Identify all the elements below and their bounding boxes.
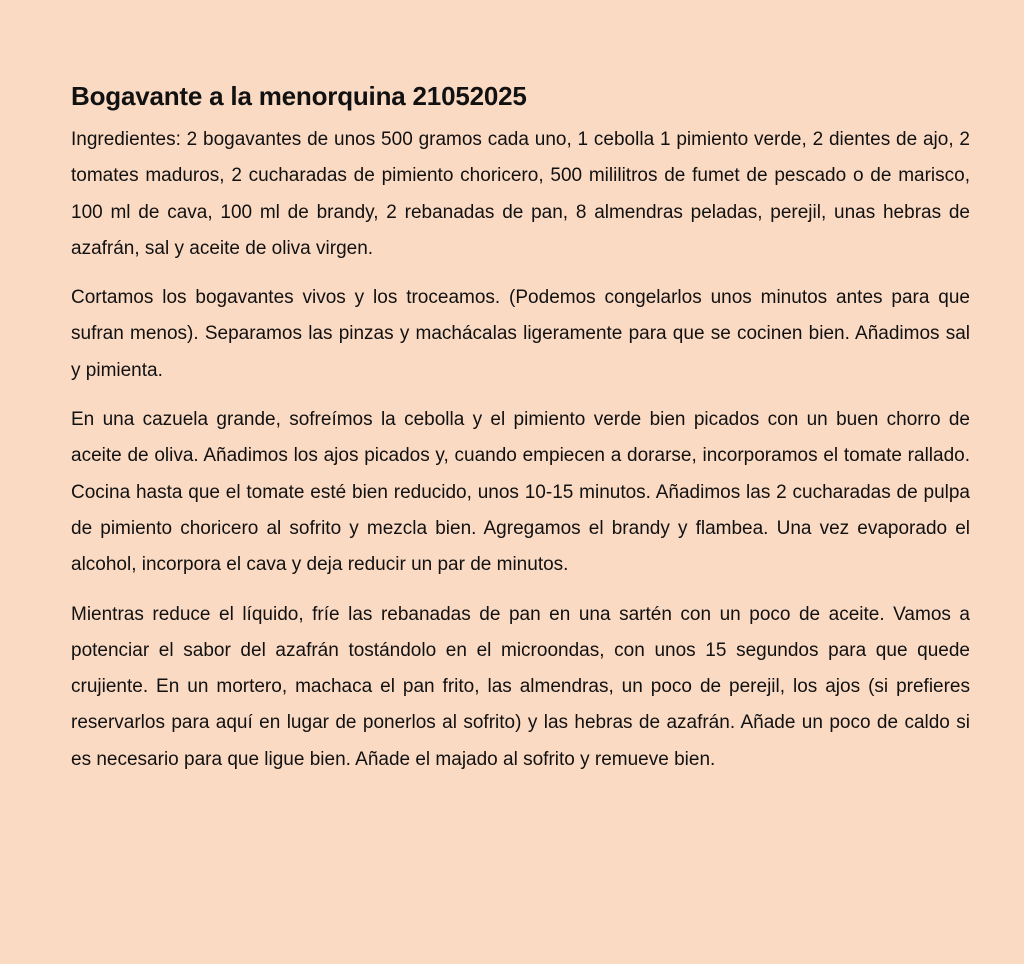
preparation-paragraph: Cortamos los bogavantes vivos y los troceamos. (Podemos congelarlos unos minutos antes para que sufran menos). Separamos las pinzas y machácalas ligeramente para que se cocinen bien. Añadimos sal y pimienta. [71,287,970,381]
ingredients-paragraph: Ingredientes: 2 bogavantes de unos 500 gramos cada uno, 1 cebolla 1 pimiento verde, 2 dientes de ajo, 2 tomates maduros, 2 cucharadas de pimiento choricero, 500 mililitros de fumet de pescado o de marisco, 100 ml de cava, 100 ml de brandy, 2 rebanadas de pan, 8 almendras peladas, perejil, unas hebras de azafrán, sal y aceite de oliva virgen. [71,129,970,259]
majado-paragraph: Mientras reduce el líquido, fríe las rebanadas de pan en una sartén con un poco de aceite. Vamos a potenciar el sabor del azafrán tostándolo en el microondas, con unos 15 segundos para que quede crujiente. En un mortero, machaca el pan frito, las almendras, un poco de perejil, los ajos (si prefieres reservarlos para aquí en lugar de ponerlos al sofrito) y las hebras de azafrán. Añade un poco de caldo si es necesario para que ligue bien. Añade el majado al sofrito y remueve bien. [71,603,970,770]
sofrito-paragraph: En una cazuela grande, sofreímos la cebolla y el pimiento verde bien picados con un buen chorro de aceite de oliva. Añadimos los ajos picados y, cuando empiecen a dorarse, incorporamos el tomate rallado. Cocina hasta que el tomate esté bien reducido, unos 10-15 minutos. Añadimos las 2 cucharadas de pulpa de pimiento choricero al sofrito y mezcla bien. Agregamos el brandy y flambea. Una vez evaporado el alcohol, incorpora el cava y deja reducir un par de minutos. [71,409,970,576]
recipe-title: Bogavante a la menorquina 21052025 [71,81,527,111]
